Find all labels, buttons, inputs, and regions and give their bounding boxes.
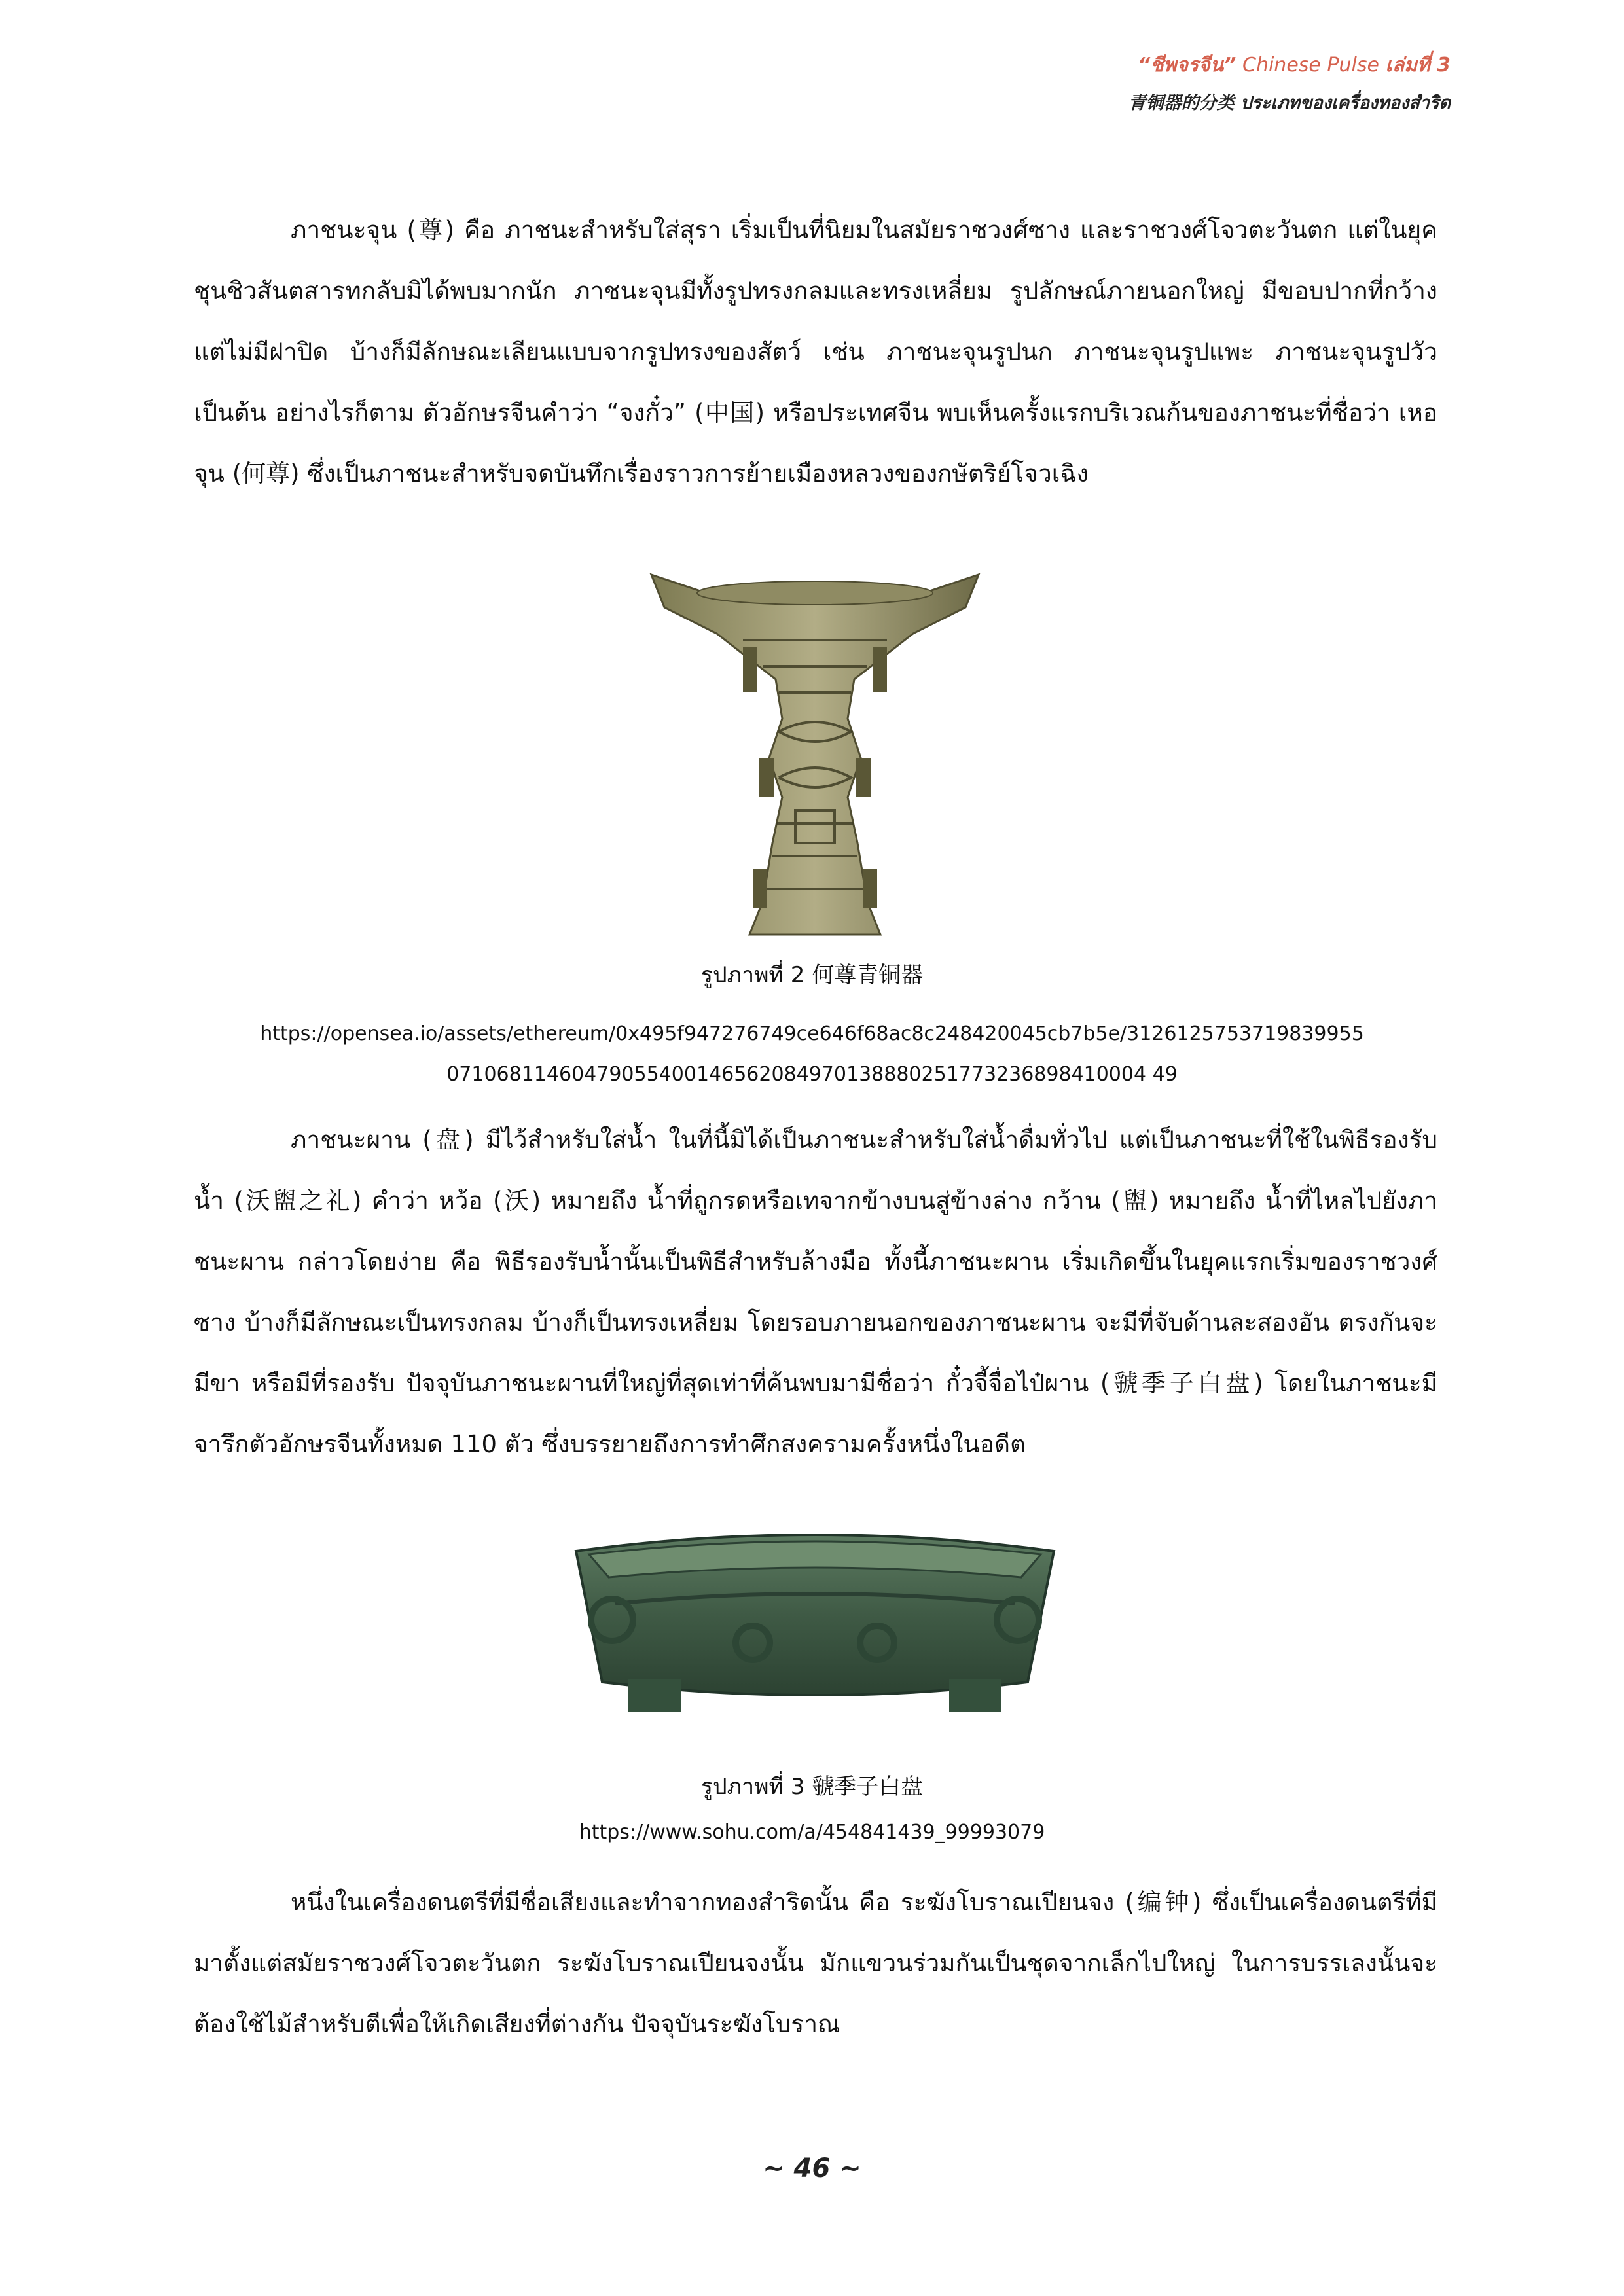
header-series bbox=[1128, 51, 1451, 80]
header-series-thai: “ชีพจรจีน” bbox=[1137, 54, 1236, 77]
paragraph-bianzhong bbox=[194, 1872, 1437, 2054]
paragraph-bianzhong-text: หนึ่งในเครื่องดนตรีที่มีชื่อเสียงและทำจากทองสำริดนั้น คือ ระฆังโบราณเปียนจง (编钟) ซึ่งเป็นเครื่องดนตรีที่มีมาตั้งแต่สมัยราชวงศ์โจวตะวันตก ระฆังโบราณเปียนจงนั้น มักแขวนร่วมกันเป็นชุดจากเล็กไปใหญ่ ในการบรรเลงนั้นจะต้องใช้ไม้สำหรับตีเพื่อให้เกิดเสียงที่ต่างกัน ปัจจุบันระฆังโบราณ bbox=[194, 1888, 1437, 2038]
running-header bbox=[1128, 51, 1451, 118]
paragraph-zun-text: ภาชนะจุน (尊) คือ ภาชนะสำหรับใส่สุรา เริ่มเป็นที่นิยมในสมัยราชวงศ์ซาง และราชวงศ์โจวตะวันตก แต่ในยุคชุนชิวสันตสารทกลับมิได้พบมากนัก ภาชนะจุนมีทั้งรูปทรงกลมและทรงเหลี่ยม รูปลักษณ์ภายนอกใหญ่ มีขอบปากที่กว้าง แต่ไม่มีฝาปิด บ้างก็มีลักษณะเลียนแบบจากรูปทรงของสัตว์ เช่น ภาชนะจุนรูปนก ภาชนะจุนรูปแพะ ภาชนะจุนรูปวัว เป็นต้น อย่างไรก็ตาม ตัวอักษรจีนคำว่า “จงกั๋ว” (中国) หรือประเทศจีน พบเห็นครั้งแรกบริเวณก้นของภาชนะที่ชื่อว่า เหอจุน (何尊) ซึ่งเป็นภาชนะสำหรับจดบันทึกเรื่องราวการย้ายเมืองหลวงของกษัตริย์โจวเฉิง bbox=[194, 216, 1437, 488]
header-subtitle: 青铜器的分类 ประเภทของเครื่องทองสำริด bbox=[1128, 93, 1451, 113]
he-zun-image bbox=[638, 562, 992, 941]
header-series-en: Chinese Pulse bbox=[1242, 54, 1379, 77]
figure-2-caption: รูปภาพที่ 2 何尊青铜器 bbox=[700, 962, 924, 988]
page-number: ~ 46 ~ bbox=[763, 2153, 861, 2183]
figure-3-url: https://www.sohu.com/a/454841439_99993079 bbox=[579, 1821, 1045, 1844]
paragraph-zun bbox=[194, 200, 1437, 504]
figure-3-caption: รูปภาพที่ 3 虢季子白盘 bbox=[700, 1774, 924, 1800]
guo-ji-zi-bai-pan-image bbox=[537, 1505, 1093, 1754]
header-volume: เล่มที่ 3 bbox=[1385, 54, 1451, 77]
paragraph-pan-text: ภาชนะผาน (盘) มีไว้สำหรับใส่น้ำ ในที่นี้มิได้เป็นภาชนะสำหรับใส่น้ำดื่มทั่วไป แต่เป็นภาชนะที่ใช้ในพิธีรองรับน้ำ (沃盥之礼) คำว่า หว้อ (沃) หมายถึง น้ำที่ถูกรดหรือเทจากข้างบนสู่ข้างล่าง กว้าน (盥) หมายถึง น้ำที่ไหลไปยังภาชนะผาน กล่าวโดยง่าย คือ พิธีรองรับน้ำนั้นเป็นพิธีสำหรับล้างมือ ทั้งนี้ภาชนะผาน เริ่มเกิดขึ้นในยุคแรกเริ่มของราชวงศ์ซาง บ้างก็มีลักษณะเป็นทรงกลม บ้างก็เป็นทรงเหลี่ยม โดยรอบภายนอกของภาชนะผาน จะมีที่จับด้านละสองอัน ตรงกันจะมีขา หรือมีที่รองรับ ปัจจุบันภาชนะผานที่ใหญ่ที่สุดเท่าที่ค้นพบมามีชื่อว่า กั๋วจี้จื่อไป๋ผาน (虢季子白盘) โดยในภาชนะมีจารึกตัวอักษรจีนทั้งหมด 110 ตัว ซึ่งบรรยายถึงการทำศึกสงครามครั้งหนึ่งในอดีต bbox=[194, 1126, 1437, 1458]
figure-2-url-line2: 07106811460479055400146562084970138880251773236898410004 49 bbox=[446, 1063, 1178, 1086]
figure-2-url-line1: https://opensea.io/assets/ethereum/0x495f947276749ce646f68ac8c248420045cb7b5e/3126125753719839955 bbox=[260, 1022, 1364, 1045]
paragraph-pan bbox=[194, 1109, 1437, 1475]
